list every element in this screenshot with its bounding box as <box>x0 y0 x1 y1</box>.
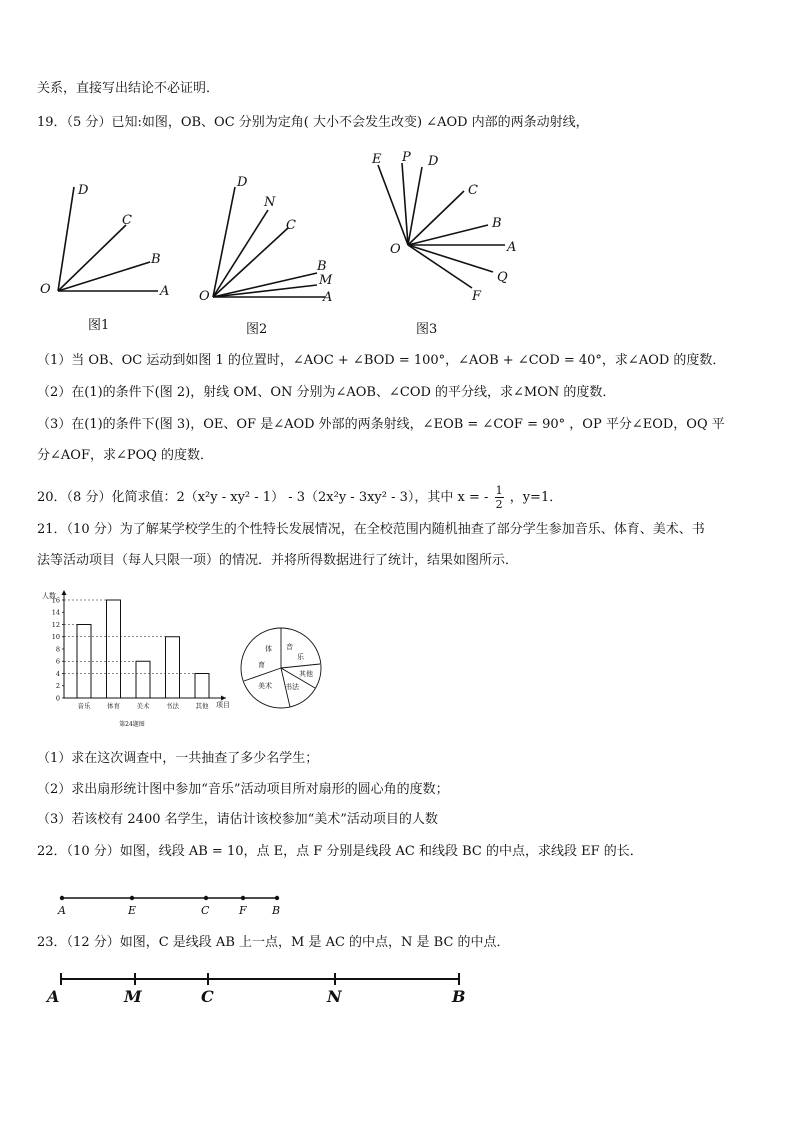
question-19-part-1: （1）当 OB、OC 运动到如图 1 的位置时，∠AOC + ∠BOD = 100°，∠AOB + ∠COD = 40°，求∠AOD 的度数． <box>37 353 726 368</box>
y-tick-label: 16 <box>51 596 60 605</box>
pie-label-shufa: 书法 <box>285 683 299 691</box>
seg22-label-E: E <box>128 904 137 917</box>
y-tick-label: 6 <box>55 657 60 666</box>
fig1-label-O: O <box>40 282 51 297</box>
question-22: 22．（10 分）如图，线段 AB = 10，点 E，点 F 分别是线段 AC 和线段 BC 的中点，求线段 EF 的长． <box>37 844 643 859</box>
fig3-label-Q: Q <box>497 270 508 285</box>
question-21-part-3: （3）若该校有 2400 名学生，请估计该校参加“美术”活动项目的人数 <box>37 812 438 827</box>
question-20-fraction <box>495 484 504 511</box>
figure-2-caption: 图2 <box>246 322 268 337</box>
bar-5 <box>195 674 209 699</box>
figure-1 <box>30 170 190 330</box>
chart-ylabel: 人数 <box>42 592 56 600</box>
question-19-part-3a: （3）在(1)的条件下(图 3)，OE、OF 是∠AOD 外部的两条射线，∠EOB = ∠COF = 90° ，OP 平分∠EOD，OQ 平 <box>37 417 725 432</box>
fig1-label-D: D <box>78 183 89 198</box>
chart-caption: 第24题图 <box>119 721 145 728</box>
fig2-label-M: M <box>319 273 333 288</box>
pie-label-meishu: 美术 <box>258 682 272 690</box>
fig2-label-A: A <box>323 290 333 305</box>
y-tick-label: 14 <box>51 608 60 617</box>
x-tick-label: 其他 <box>195 702 209 710</box>
bar-chart <box>36 586 236 734</box>
seg23-label-B: B <box>452 987 466 1006</box>
question-21-part-2: （2）求出扇形统计图中参加“音乐”活动项目所对扇形的圆心角的度数； <box>37 782 449 797</box>
x-tick-label: 书法 <box>166 702 179 710</box>
y-tick-label: 0 <box>55 694 60 703</box>
question-20 <box>37 484 562 511</box>
y-tick-label: 2 <box>55 682 60 691</box>
pie-label-yu: 育 <box>258 661 265 669</box>
fig3-label-P: P <box>402 150 411 165</box>
y-tick-label: 10 <box>51 633 60 642</box>
fig2-label-B: B <box>317 259 327 274</box>
fig3-label-F: F <box>472 289 482 304</box>
y-tick-label: 4 <box>55 669 60 678</box>
figure-3-caption: 图3 <box>416 322 438 337</box>
figure-2 <box>195 170 355 330</box>
question-19-heading: 19．（5 分）已知:如图，OB、OC 分别为定角( 大小不会发生改变) ∠AOD 内部的两条动射线， <box>37 115 589 130</box>
question-23: 23．（12 分）如图，C 是线段 AB 上一点，M 是 AC 的中点，N 是 BC 的中点． <box>37 935 510 950</box>
fig1-label-C: C <box>122 213 132 228</box>
y-tick-label: 12 <box>51 620 60 629</box>
x-tick-label: 体育 <box>107 702 120 710</box>
question-21-line-2: 法等活动项目（每人只限一项）的情况．并将所得数据进行了统计，结果如图所示． <box>37 553 519 568</box>
fraction-numerator: 1 <box>495 484 503 497</box>
fig1-label-A: A <box>160 284 170 299</box>
x-tick-label: 美术 <box>136 702 150 710</box>
fig3-label-C: C <box>468 183 478 198</box>
bar-3 <box>136 661 150 698</box>
bar-chart-svg <box>36 586 236 734</box>
pie-label-yin: 音 <box>286 643 293 651</box>
fig3-label-B: B <box>492 216 502 231</box>
fig2-label-O: O <box>199 289 210 304</box>
pie-chart <box>238 625 324 711</box>
question-19-part-2: （2）在(1)的条件下(图 2)，射线 OM、ON 分别为∠AOB、∠COD 的平分线，求∠MON 的度数． <box>37 385 616 400</box>
segment-figure-23 <box>40 968 480 1010</box>
fig2-label-N: N <box>264 195 276 210</box>
y-axis-arrow <box>62 590 67 595</box>
figure-3 <box>360 145 530 310</box>
fig3-label-D: D <box>428 154 439 169</box>
figure-1-caption: 图1 <box>88 318 110 333</box>
segment-figure-22 <box>50 890 300 920</box>
x-axis-arrow <box>221 696 226 701</box>
seg22-label-A: A <box>58 904 66 917</box>
seg22-label-B: B <box>272 904 281 917</box>
question-19-part-3b: 分∠AOF，求∠POQ 的度数． <box>37 448 214 463</box>
seg22-label-C: C <box>201 904 210 917</box>
text-line-continuation: 关系，直接写出结论不必证明． <box>37 81 220 96</box>
pie-label-yue: 乐 <box>297 653 304 661</box>
chart-xlabel: 项目 <box>216 701 230 709</box>
pie-label-ti: 体 <box>265 645 272 653</box>
bar-2 <box>107 600 121 698</box>
seg23-label-A: A <box>47 987 60 1006</box>
seg23-label-N: N <box>327 987 342 1006</box>
question-21-line-1: 21．（10 分）为了解某学校学生的个性特长发展情况，在全校范围内随机抽查了部分学生参加音乐、体育、美术、书 <box>37 522 705 537</box>
fig1-label-B: B <box>151 252 161 267</box>
fig3-label-E: E <box>372 152 382 167</box>
bar-4 <box>166 637 180 698</box>
fig2-label-D: D <box>237 175 248 190</box>
seg23-label-M: M <box>124 987 142 1006</box>
seg23-label-C: C <box>201 987 214 1006</box>
y-tick-label: 8 <box>55 645 60 654</box>
question-21-part-1: （1）求在这次调查中，一共抽查了多少名学生； <box>37 751 319 766</box>
question-20-text: 20．（8 分）化简求值：2（x²y - xy² - 1） - 3（2x²y - 3xy² - 3），其中 x = - <box>37 490 489 505</box>
fraction-denominator: 2 <box>495 498 503 511</box>
fig2-label-C: C <box>286 218 296 233</box>
pie-label-other: 其他 <box>299 670 313 678</box>
fig3-label-O: O <box>390 242 401 257</box>
seg22-label-F: F <box>239 904 247 917</box>
question-20-tail: ，y=1． <box>509 490 563 505</box>
x-tick-label: 音乐 <box>77 702 91 710</box>
fig3-label-A: A <box>507 240 517 255</box>
